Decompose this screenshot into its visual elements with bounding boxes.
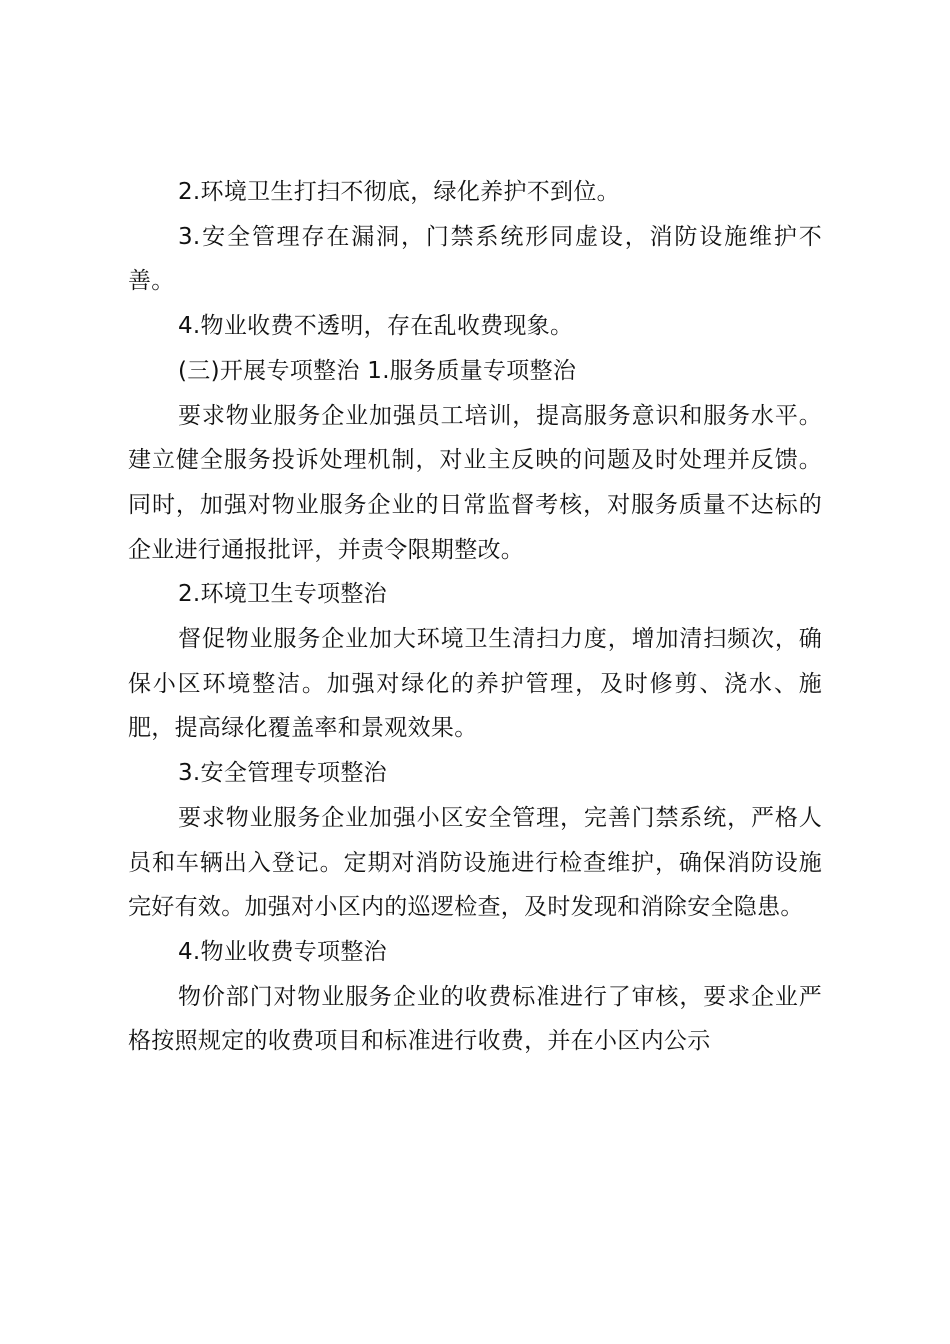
paragraph-fee-issue: 4.物业收费不透明，存在乱收费现象。 bbox=[178, 313, 574, 340]
subheading-security: 3.安全管理专项整治 bbox=[178, 760, 387, 787]
paragraph-security: 要求物业服务企业加强小区安全管理，完善门禁系统，严格人员和车辆出入登记。定期对消防设施进行检查维护，确保消防设施完好有效。加强对小区内的巡逻检查，及时发现和消除安全隐患。 bbox=[128, 804, 822, 921]
subheading-environment: 2.环境卫生专项整治 bbox=[178, 581, 387, 608]
subheading-fees: 4.物业收费专项整治 bbox=[178, 938, 387, 965]
paragraph-security-issue: 3.安全管理存在漏洞，门禁系统形同虚设，消防设施维护不善。 bbox=[128, 223, 822, 295]
paragraph-service-quality: 要求物业服务企业加强员工培训，提高服务意识和服务水平。建立健全服务投诉处理机制，对业主反映的问题及时处理并反馈。同时，加强对物业服务企业的日常监督考核，对服务质量不达标的企业进行通报批评，并责令限期整改。 bbox=[128, 402, 822, 563]
paragraph-environment: 督促物业服务企业加大环境卫生清扫力度，增加清扫频次，确保小区环境整洁。加强对绿化的养护管理，及时修剪、浇水、施肥，提高绿化覆盖率和景观效果。 bbox=[128, 626, 822, 742]
paragraph-environment-issue: 2.环境卫生打扫不彻底，绿化养护不到位。 bbox=[178, 179, 620, 205]
section-heading-special-rectification: (三)开展专项整治 1.服务质量专项整治 bbox=[178, 357, 577, 384]
document-body bbox=[128, 170, 822, 1064]
paragraph-fees: 物价部门对物业服务企业的收费标准进行了审核，要求企业严格按照规定的收费项目和标准进行收费，并在小区内公示 bbox=[128, 983, 822, 1055]
